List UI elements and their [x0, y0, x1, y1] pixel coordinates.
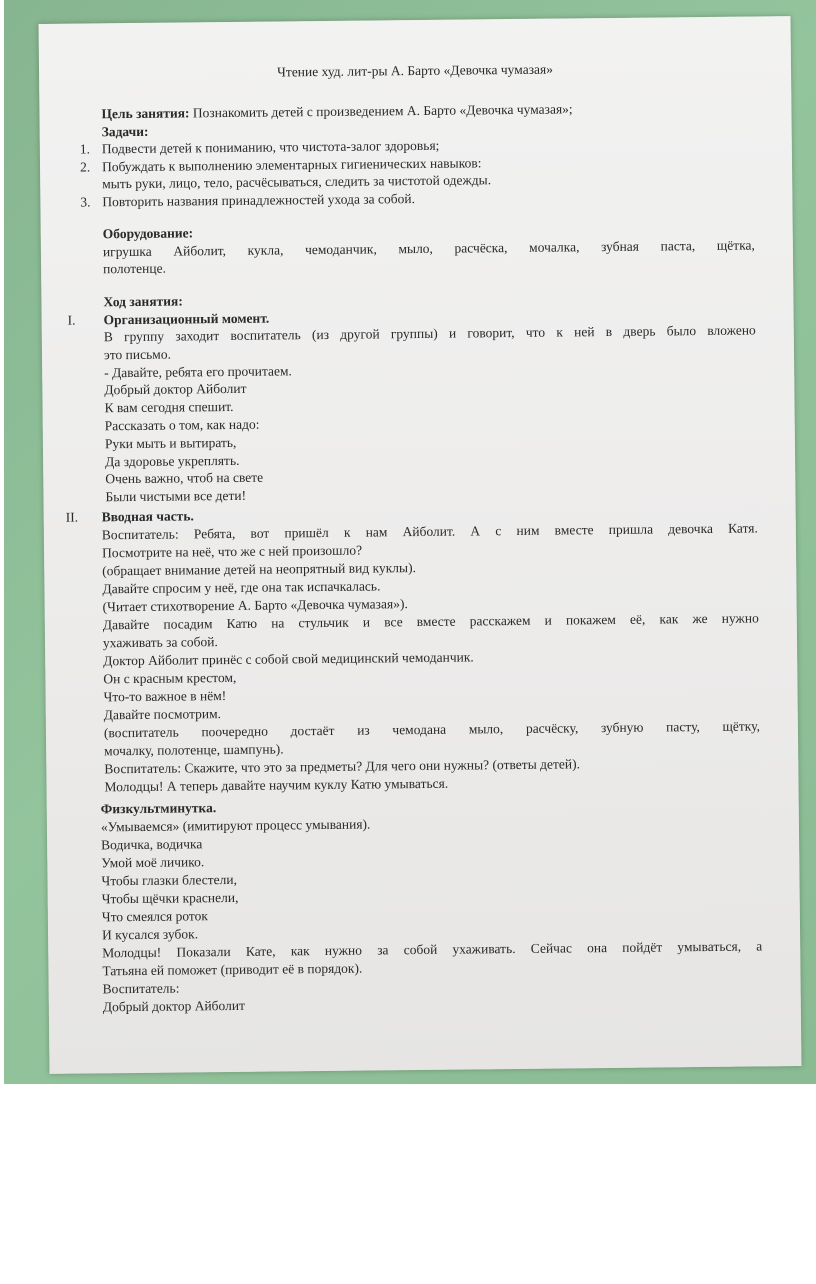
- body-line: Посмотрите на неё, что же с ней произошло?: [101, 542, 363, 561]
- lesson-label: Ход занятия:: [103, 293, 183, 310]
- task-number: 1.: [79, 141, 91, 157]
- section-number: II.: [65, 509, 79, 525]
- body-line: (воспитатель поочередно достаёт из чемодана мыло, расчёску, зубную пасту, щётку,: [103, 718, 760, 741]
- body-line: - Давайте, ребята его прочитаем.: [104, 362, 292, 380]
- task-number: 2.: [79, 159, 91, 175]
- body-line: Были чистыми все дети!: [105, 488, 247, 505]
- body-line: Да здоровье укреплять.: [105, 452, 240, 469]
- body-line: Чтобы щёчки краснели,: [101, 889, 239, 907]
- task-text: мыть руки, лицо, тело, расчёсываться, следить за чистотой одежды.: [102, 172, 492, 192]
- body-line: (обращает внимание детей на неопрятный вид куклы).: [102, 560, 417, 579]
- body-line: Давайте спросим у неё, где она так испачкалась.: [102, 578, 381, 597]
- body-line: Добрый доктор Айболит: [104, 381, 247, 398]
- body-line: В группу заходит воспитатель (из другой группы) и говорит, что к ней в дверь было вложено: [103, 322, 756, 345]
- body-line: Воспитатель: Скажите, что это за предметы? Для чего они нужны? (ответы детей).: [104, 756, 581, 777]
- body-line: Умой моё личико.: [101, 854, 205, 871]
- task-text: Побуждать к выполнению элементарных гигиенических навыков:: [101, 155, 482, 175]
- body-line: Давайте посадим Катю на стульчик и все вместе расскажем и покажем её, как же нужно: [102, 610, 759, 633]
- body-line: Воспитатель:: [102, 980, 180, 997]
- body-line: Давайте посмотрим.: [103, 706, 222, 723]
- body-line: Он с красным крестом,: [103, 669, 237, 687]
- body-line: это письмо.: [103, 346, 171, 363]
- section-title: Вводная часть.: [101, 508, 194, 525]
- task-text: Повторить названия принадлежностей ухода за собой.: [102, 191, 416, 210]
- body-line: Молодцы! А теперь давайте научим куклу Катю умываться.: [104, 775, 449, 795]
- section-title: Организационный момент.: [103, 310, 270, 328]
- body-line: мочалку, полотенце, шампунь).: [104, 741, 284, 759]
- body-line: Руки мыть и вытирать,: [104, 434, 237, 452]
- body-line: К вам сегодня спешит.: [104, 399, 234, 416]
- body-line: Что смеялся роток: [101, 908, 208, 925]
- body-line: Водичка, водичка: [101, 836, 203, 853]
- document-title: Чтение худ. лит-ры А. Барто «Девочка чумазая»: [277, 61, 554, 80]
- section-number: I.: [67, 312, 76, 328]
- body-line: Чтобы глазки блестели,: [101, 871, 238, 889]
- body-line: Воспитатель: Ребята, вот пришёл к нам Айболит. А с ним вместе пришла девочка Катя.: [101, 520, 758, 543]
- equipment-text: полотенце.: [103, 260, 166, 277]
- goal-label: Цель занятия:: [101, 105, 190, 122]
- body-line: Добрый доктор Айболит: [102, 997, 246, 1015]
- equipment-label: Оборудование:: [102, 225, 194, 242]
- body-line: И кусался зубок.: [101, 926, 199, 943]
- body-line: (Читает стихотворение А. Барто «Девочка чумазая»).: [102, 596, 408, 615]
- body-line: Что-то важное в нём!: [103, 688, 227, 705]
- body-line: Татьяна ей поможет (приводит её в порядок).: [102, 960, 363, 979]
- tasks-label: Задачи:: [101, 123, 149, 140]
- physical-title: Физкультминутка.: [100, 800, 217, 817]
- body-line: Молодцы! Показали Кате, как нужно за собой ухаживать. Сейчас она пойдёт умываться, а: [102, 938, 763, 961]
- body-line: ухаживать за собой.: [102, 634, 218, 651]
- equipment-text: игрушка Айболит, кукла, чемоданчик, мыло, расчёска, мочалка, зубная паста, щётка,: [102, 237, 755, 260]
- body-line: Доктор Айболит принёс с собой свой медицинский чемоданчик.: [103, 649, 474, 669]
- body-line: Очень важно, чтоб на свете: [105, 470, 264, 487]
- body-line: Рассказать о том, как надо:: [104, 416, 260, 434]
- task-number: 3.: [80, 194, 91, 210]
- goal-line: [101, 100, 572, 122]
- goal-text: Познакомить детей с произведением А. Барто «Девочка чумазая»;: [192, 101, 573, 121]
- document-page: [39, 16, 802, 1074]
- photo-background: [4, 0, 816, 1084]
- task-text: Подвести детей к пониманию, что чистота-залог здоровья;: [101, 137, 440, 157]
- body-line: «Умываемся» (имитируют процесс умывания).: [100, 816, 371, 835]
